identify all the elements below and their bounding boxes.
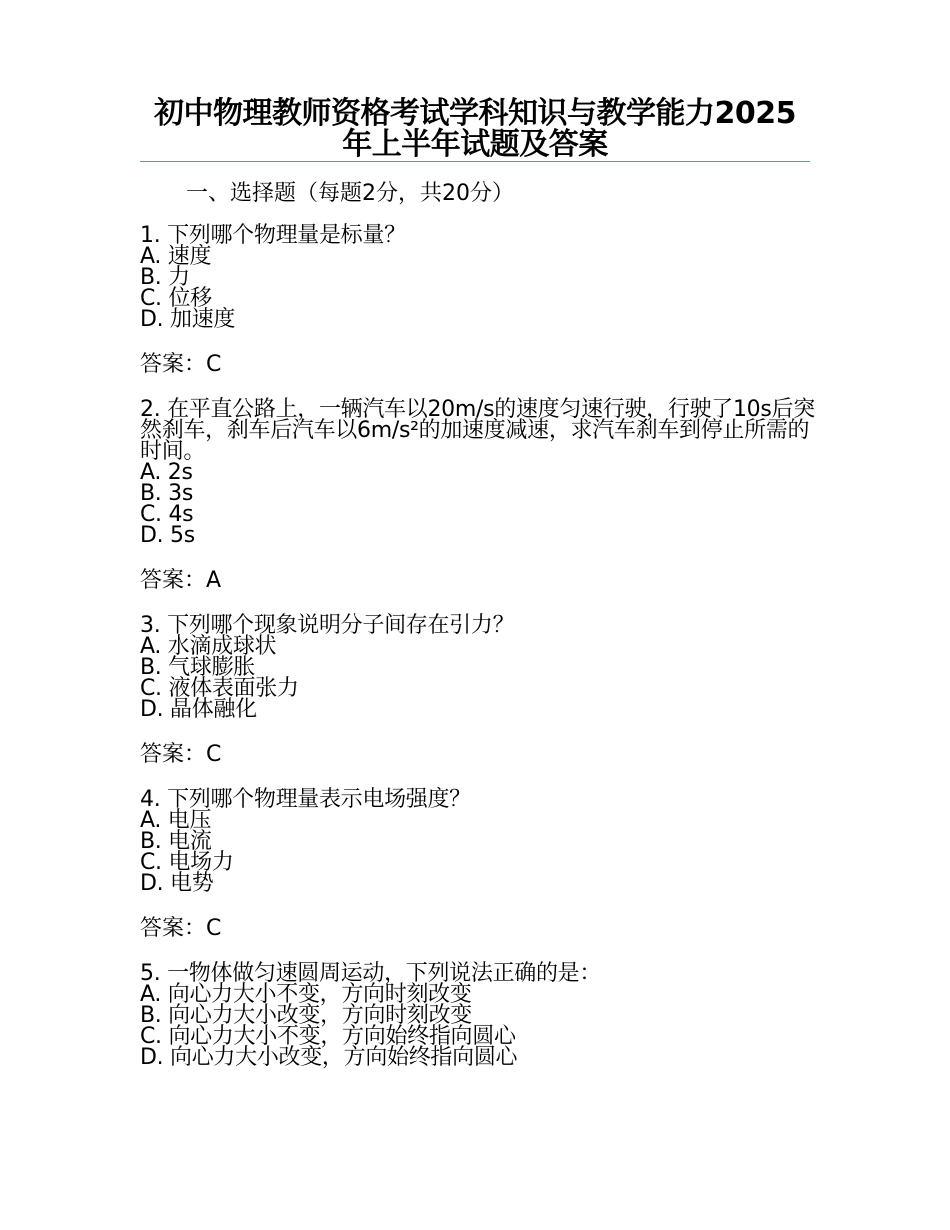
answer-key: 答案：A <box>140 568 222 593</box>
document-title: 初中物理教师资格考试学科知识与教学能力2025年上半年试题及答案 <box>154 96 796 162</box>
option-a: A. 水滴成球状 <box>140 634 277 659</box>
answer-key: 答案：C <box>140 352 222 377</box>
question-list <box>140 225 820 1068</box>
option-d: D. 5s <box>140 523 195 548</box>
option-b: B. 电流 <box>140 829 212 854</box>
question-stem: 4. 下列哪个物理量表示电场强度？ <box>140 787 471 812</box>
section-heading: 一、选择题（每题2分，共20分） <box>186 181 514 206</box>
option-a: A. 向心力大小不变，方向时刻改变 <box>140 982 472 1007</box>
option-b: B. 3s <box>140 481 194 506</box>
option-a: A. 速度 <box>140 244 212 269</box>
option-b: B. 力 <box>140 265 190 290</box>
option-c: C. 4s <box>140 502 194 527</box>
option-d: D. 晶体融化 <box>140 697 257 722</box>
question-4 <box>140 789 820 943</box>
question-stem: 2. 在平直公路上，一辆汽车以20m/s的速度匀速行驶，行驶了10s后突然刹车，刹车后汽车以6m/s²的加速度减速，求汽车刹车到停止所需的时间。 <box>140 397 815 464</box>
option-b: B. 向心力大小改变，方向时刻改变 <box>140 1003 472 1028</box>
question-stem: 5. 一物体做匀速圆周运动，下列说法正确的是： <box>140 961 602 986</box>
option-c: C. 向心力大小不变，方向始终指向圆心 <box>140 1024 516 1049</box>
option-d: D. 向心力大小改变，方向始终指向圆心 <box>140 1045 518 1070</box>
question-3 <box>140 615 820 769</box>
question-2 <box>140 399 820 595</box>
option-a: A. 电压 <box>140 808 212 833</box>
option-d: D. 电势 <box>140 871 214 896</box>
question-stem: 3. 下列哪个现象说明分子间存在引力？ <box>140 613 515 638</box>
answer-key: 答案：C <box>140 916 222 941</box>
answer-key: 答案：C <box>140 742 222 767</box>
option-c: C. 电场力 <box>140 850 234 875</box>
option-d: D. 加速度 <box>140 307 236 332</box>
option-c: C. 位移 <box>140 286 212 311</box>
title-underline <box>140 161 810 162</box>
question-stem: 1. 下列哪个物理量是标量？ <box>140 223 406 248</box>
option-a: A. 2s <box>140 460 193 485</box>
question-5 <box>140 963 820 1068</box>
question-1 <box>140 225 820 379</box>
option-b: B. 气球膨胀 <box>140 655 255 680</box>
option-c: C. 液体表面张力 <box>140 676 299 701</box>
